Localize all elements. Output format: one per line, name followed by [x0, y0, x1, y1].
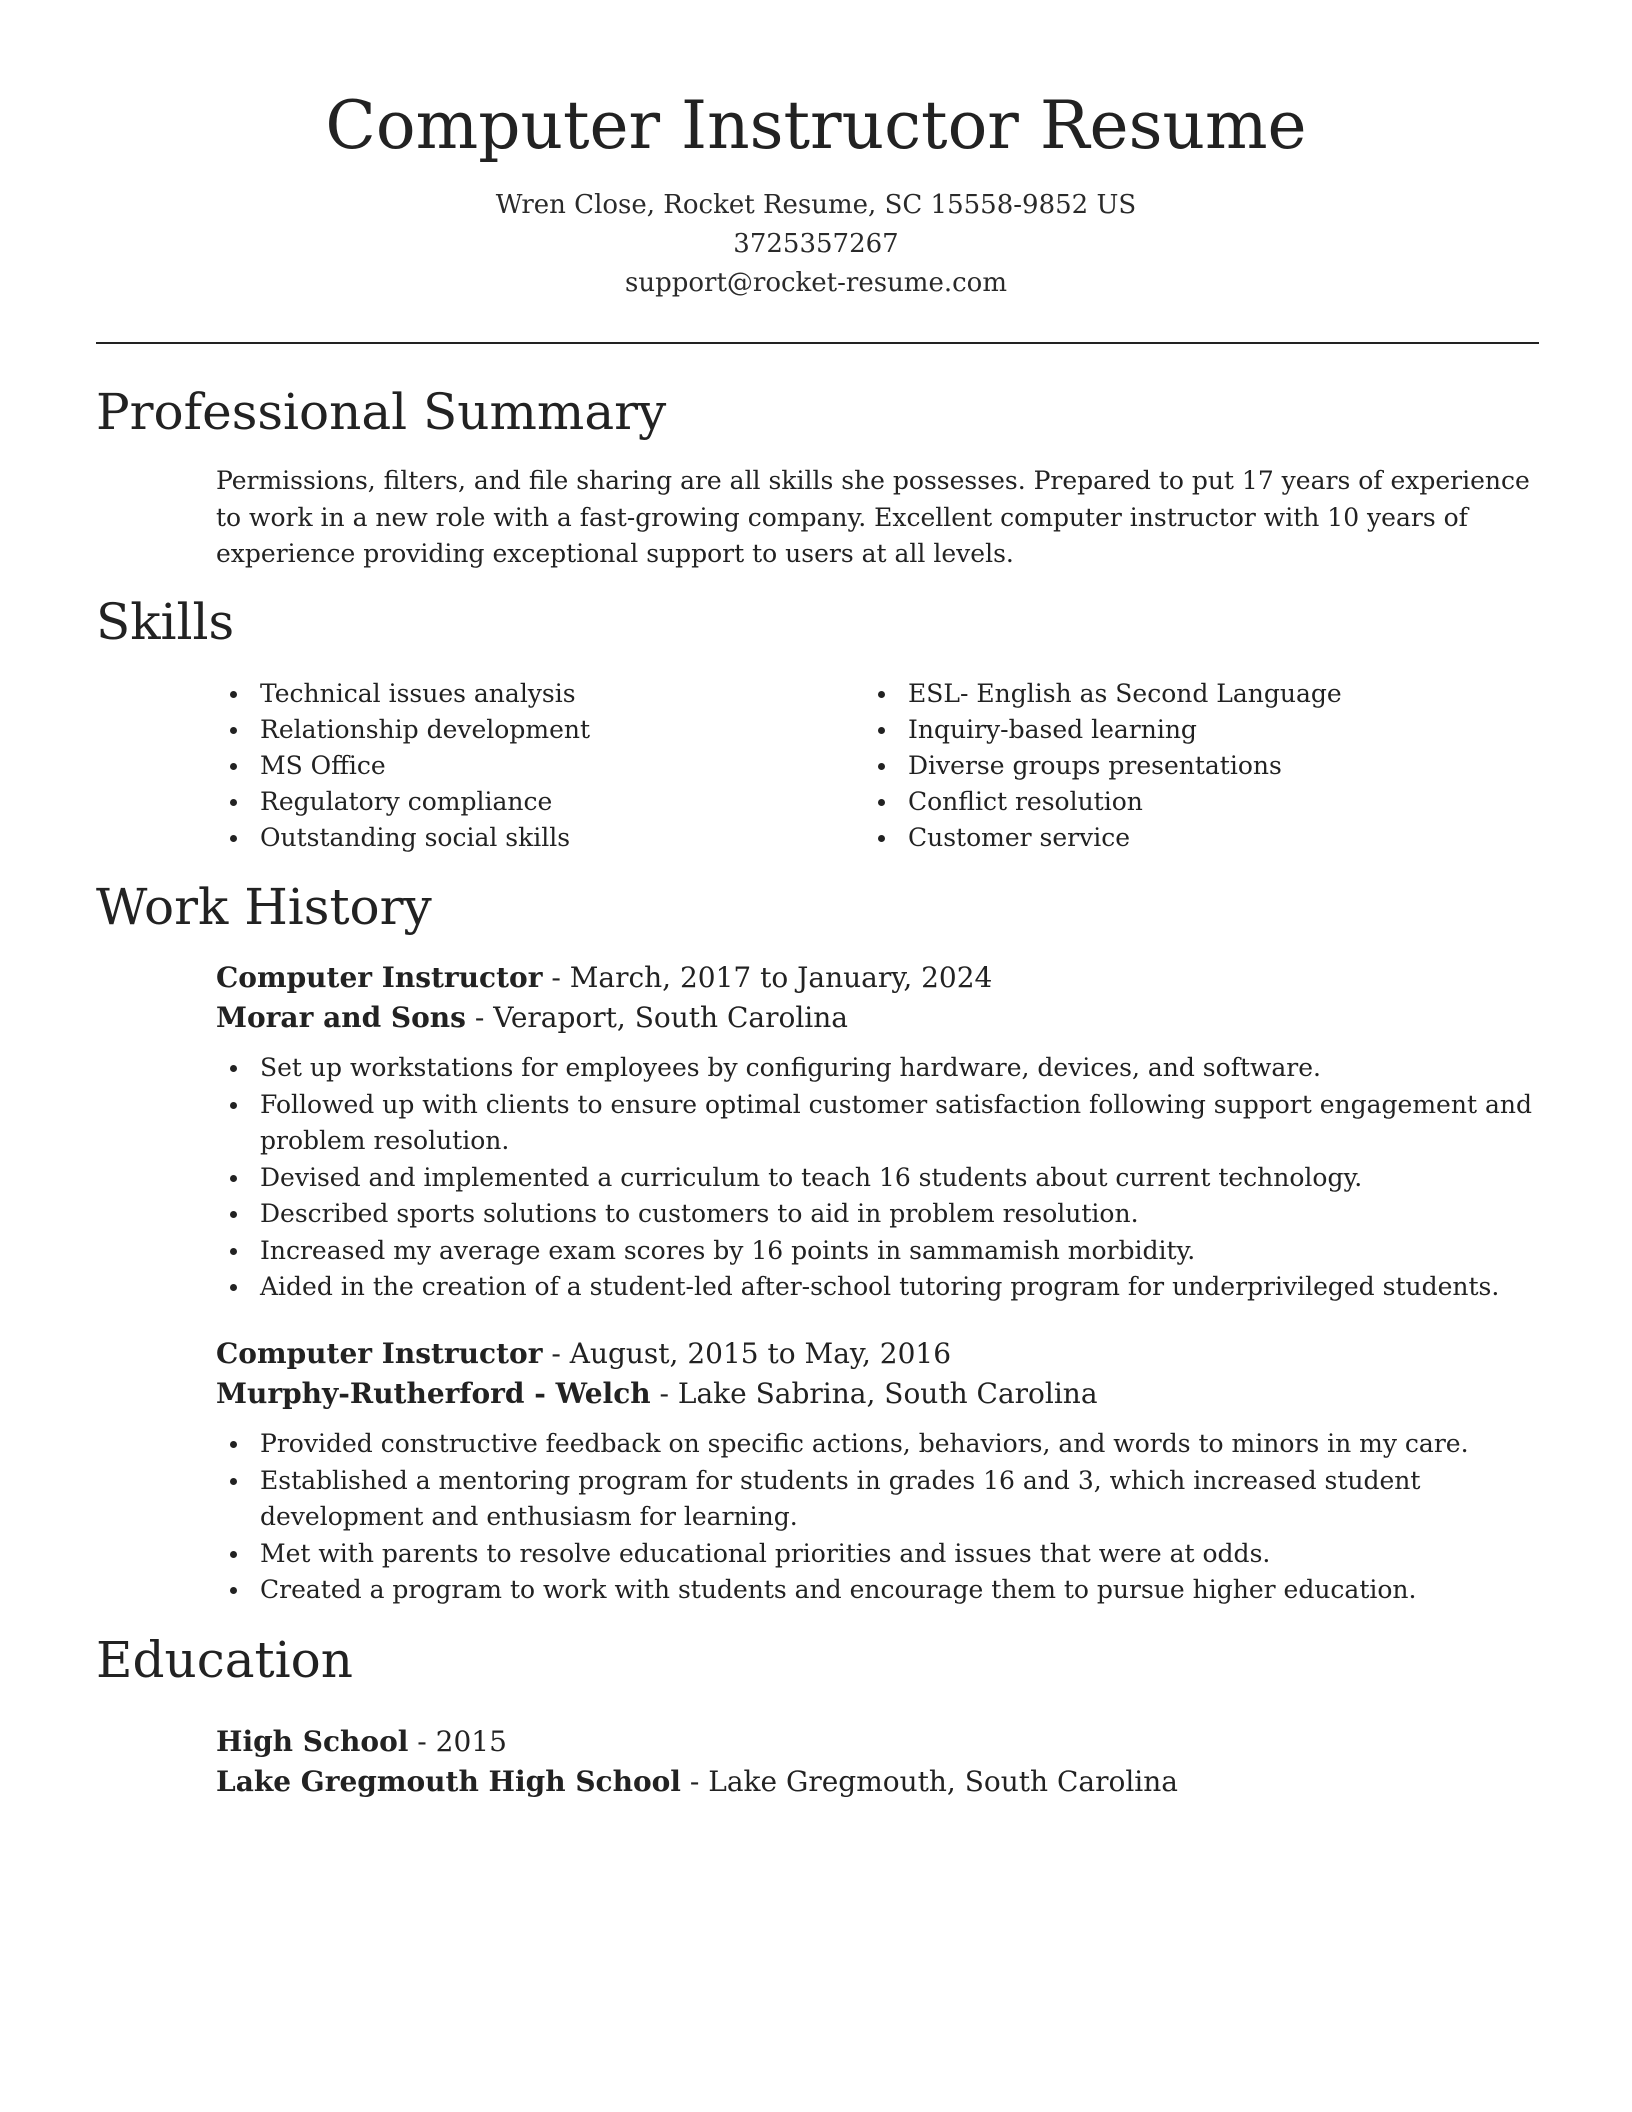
job-title: Computer Instructor — [216, 961, 543, 994]
job-duty: Followed up with clients to ensure optimal customer satisfaction following support engagement and problem resolution. — [216, 1087, 1546, 1160]
job-company: Morar and Sons — [216, 1001, 466, 1034]
job-entry — [216, 1334, 1546, 1609]
job-duty: Met with parents to resolve educational priorities and issues that were at odds. — [216, 1536, 1546, 1573]
skill-item: Diverse groups presentations — [864, 748, 1544, 784]
job-duty: Aided in the creation of a student-led after-school tutoring program for underprivileged students. — [216, 1269, 1546, 1306]
skill-item: Customer service — [864, 820, 1544, 856]
resume-title: Computer Instructor Resume — [325, 87, 1307, 164]
job-title: Computer Instructor — [216, 1337, 543, 1370]
skills-list-right — [864, 676, 1544, 856]
skills-heading: Skills — [96, 593, 235, 651]
job-title-line — [216, 958, 1546, 998]
education-year: - 2015 — [417, 1725, 507, 1758]
job-duty: Created a program to work with students and encourage them to pursue higher education. — [216, 1572, 1546, 1609]
address: Wren Close, Rocket Resume, SC 15558-9852 US — [495, 190, 1137, 220]
job-dates: - March, 2017 to January, 2024 — [551, 961, 993, 994]
education-school: Lake Gregmouth High School — [216, 1765, 681, 1798]
summary-heading: Professional Summary — [96, 383, 667, 441]
resume-header — [0, 78, 1632, 303]
skill-item: Conflict resolution — [864, 784, 1544, 820]
header-divider — [96, 342, 1539, 344]
skill-item: ESL- English as Second Language — [864, 676, 1544, 712]
job-dates: - August, 2015 to May, 2016 — [551, 1337, 952, 1370]
job-location: - Veraport, South Carolina — [474, 1001, 848, 1034]
job-duty: Increased my average exam scores by 16 points in sammamish morbidity. — [216, 1233, 1546, 1270]
contact-info — [0, 186, 1632, 303]
job-duty: Devised and implemented a curriculum to teach 16 students about current technology. — [216, 1160, 1546, 1197]
job-duties — [216, 1426, 1546, 1609]
job-location: - Lake Sabrina, South Carolina — [659, 1377, 1098, 1410]
job-duty: Provided constructive feedback on specific actions, behaviors, and words to minors in my care. — [216, 1426, 1546, 1463]
skill-item: MS Office — [216, 748, 836, 784]
email: support@rocket-resume.com — [624, 268, 1007, 298]
skill-item: Inquiry-based learning — [864, 712, 1544, 748]
skills-list-left — [216, 676, 836, 856]
job-duties — [216, 1050, 1546, 1306]
job-company-line — [216, 1374, 1546, 1414]
skill-item: Regulatory compliance — [216, 784, 836, 820]
skill-item: Technical issues analysis — [216, 676, 836, 712]
job-company: Murphy-Rutherford - Welch — [216, 1377, 651, 1410]
job-duty: Established a mentoring program for students in grades 16 and 3, which increased student development and enthusiasm for learning. — [216, 1463, 1546, 1536]
education-school-line — [216, 1762, 1546, 1802]
job-title-line — [216, 1334, 1546, 1374]
education-entry — [216, 1722, 1546, 1802]
education-heading: Education — [96, 1631, 353, 1689]
education-degree: High School — [216, 1725, 409, 1758]
skill-item: Outstanding social skills — [216, 820, 836, 856]
job-company-line — [216, 998, 1546, 1038]
summary-text: Permissions, filters, and file sharing are all skills she possesses. Prepared to put 17 years of experience to work in a new role with a fast-growing company. Excellent computer instructor with 10 years of experience providing exceptional support to users at all levels. — [216, 466, 1530, 568]
phone: 3725357267 — [733, 229, 899, 259]
skill-item: Relationship development — [216, 712, 836, 748]
education-location: - Lake Gregmouth, South Carolina — [689, 1765, 1178, 1798]
work-history-heading: Work History — [96, 878, 432, 936]
education-degree-line — [216, 1722, 1546, 1762]
job-duty: Set up workstations for employees by configuring hardware, devices, and software. — [216, 1050, 1546, 1087]
job-entry — [216, 958, 1546, 1306]
job-duty: Described sports solutions to customers to aid in problem resolution. — [216, 1196, 1546, 1233]
